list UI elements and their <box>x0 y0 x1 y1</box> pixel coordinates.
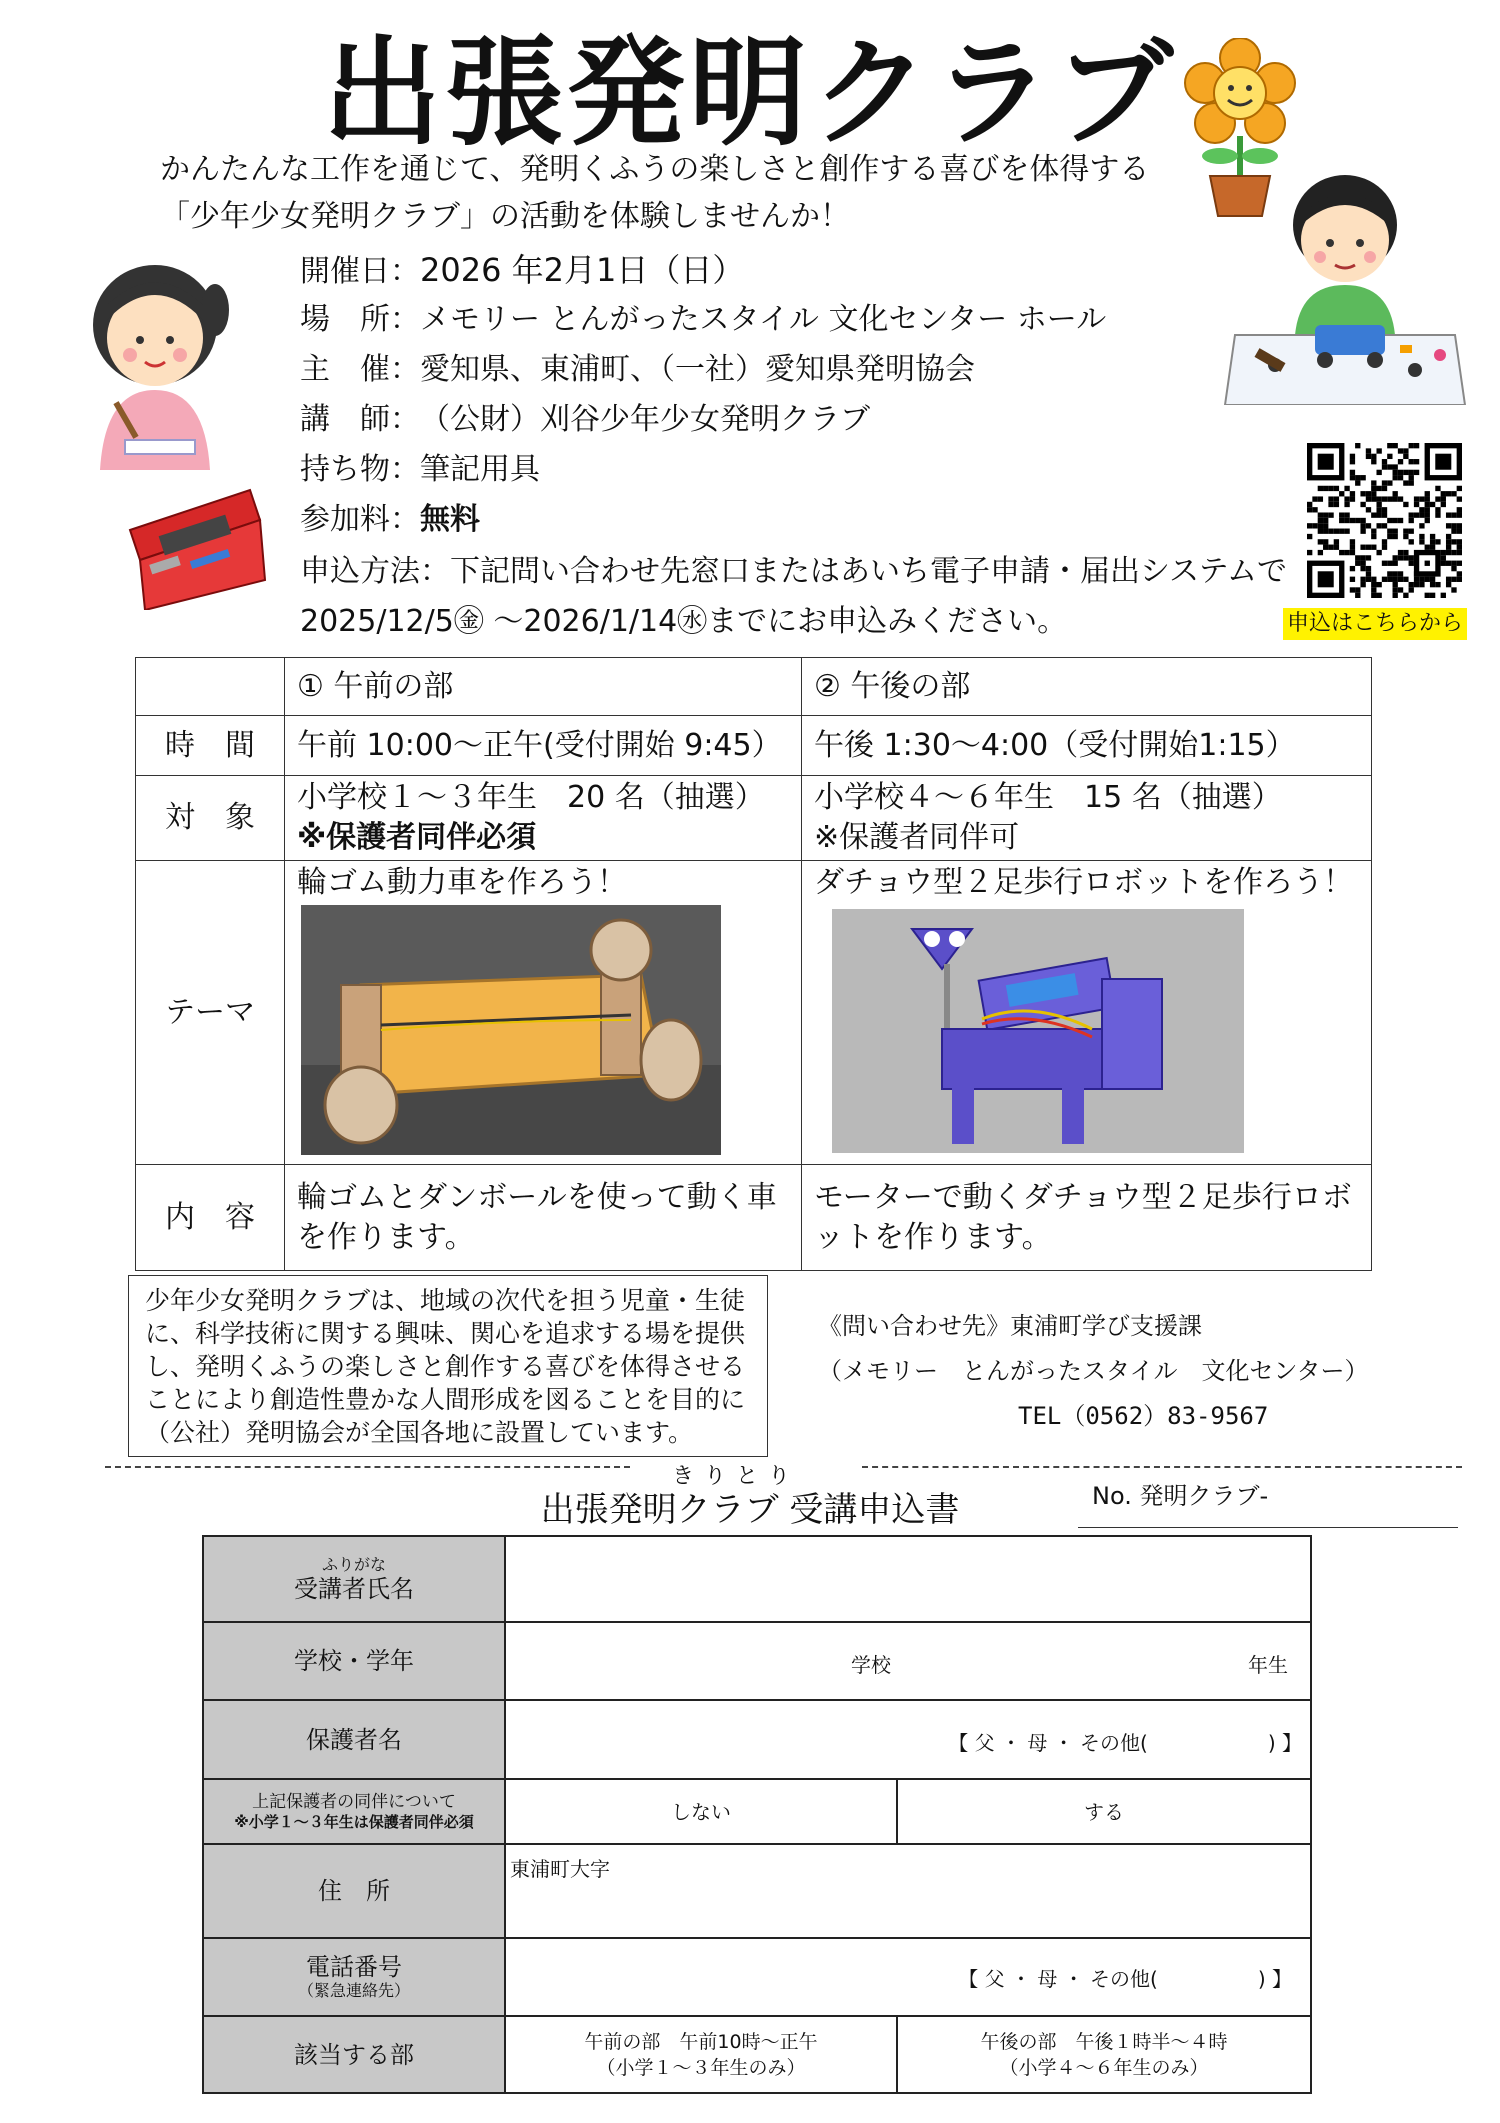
target-label: 対 象 <box>136 776 285 861</box>
time-pm: 午後 1:30～4:00（受付開始1:15） <box>802 716 1372 776</box>
name-field[interactable] <box>505 1536 1311 1622</box>
address-label: 住 所 <box>203 1844 505 1938</box>
apply-period: 2025/12/5㊎ ～2026/1/14㊌までにお申込みください。 <box>300 604 1068 639</box>
target-am-cell <box>285 776 802 861</box>
school-label: 学校・学年 <box>203 1622 505 1700</box>
place-label: 場 所： <box>300 302 420 337</box>
theme-am-cell <box>285 861 802 1165</box>
date-value: 2026 年2月1日（日） <box>420 251 745 289</box>
host-label: 主 催： <box>300 352 420 387</box>
content-label: 内 容 <box>136 1165 285 1271</box>
lecturer-label: 講 師： <box>300 402 420 437</box>
phone-field[interactable] <box>505 1938 1311 2016</box>
col-am-header: ① 午前の部 <box>285 658 802 716</box>
apply-label: 申込方法： <box>300 554 450 589</box>
info-host <box>300 350 975 390</box>
form-row-address <box>203 1844 1311 1938</box>
session-table <box>135 657 1372 1271</box>
qr-caption: 申込はこちらから <box>1283 608 1467 640</box>
phone-relation: 【 父 ・ 母 ・ その他( ) 】 <box>958 1967 1292 1991</box>
host-value: 愛知県、東浦町、（一社）愛知県発明協会 <box>420 352 975 387</box>
items-value: 筆記用具 <box>420 452 540 487</box>
items-label: 持ち物： <box>300 452 420 487</box>
session-am-option[interactable] <box>505 2016 897 2093</box>
target-row <box>136 776 1372 861</box>
name-label-cell <box>203 1536 505 1622</box>
corner-cell <box>136 658 285 716</box>
target-pm-note: ※保護者同伴可 <box>814 820 1020 855</box>
date-label: 開催日： <box>300 254 420 289</box>
target-pm: 小学校４～６年生 15 名（抽選） <box>814 780 1282 815</box>
accompany-label: 上記保護者の同伴について <box>252 1791 456 1812</box>
info-lecturer <box>300 400 870 440</box>
theme-label: テーマ <box>136 861 285 1165</box>
furigana-label: ふりがな <box>321 1555 386 1574</box>
grade-unit: 年生 <box>1248 1653 1288 1677</box>
form-row-accompany <box>203 1779 1311 1844</box>
cut-line-right <box>862 1466 1462 1468</box>
address-prefix: 東浦町大字 <box>510 1857 610 1881</box>
boy-crafting-illustration <box>1215 165 1475 405</box>
school-field[interactable] <box>505 1622 1311 1700</box>
accompany-label-cell <box>203 1779 505 1844</box>
theme-row <box>136 861 1372 1165</box>
info-apply <box>300 552 1287 592</box>
form-number-label: No. 発明クラブ- <box>1092 1482 1269 1510</box>
cut-line-left <box>105 1466 630 1468</box>
info-fee <box>300 500 480 540</box>
phone-label: 電話番号 <box>306 1953 402 1981</box>
time-row <box>136 716 1372 776</box>
phone-sub-label: （緊急連絡先） <box>297 1981 410 2000</box>
target-am-note: ※保護者同伴必須 <box>297 820 537 855</box>
cut-ruby: きりとり <box>672 1464 801 1489</box>
info-date <box>300 250 744 292</box>
application-form <box>202 1535 1312 2094</box>
form-title: 出張発明クラブ 受講申込書 <box>540 1490 960 1530</box>
contact-line-2: （メモリー とんがったスタイル 文化センター） <box>818 1357 1369 1385</box>
time-am: 午前 10:00～正午(受付開始 9:45） <box>285 716 802 776</box>
form-row-guardian <box>203 1700 1311 1779</box>
guardian-field[interactable] <box>505 1700 1311 1779</box>
about-box: 少年少女発明クラブは、地域の次代を担う児童・生徒に、科学技術に関する興味、関心を追求する場を提供し、発明くふうの楽しさと創作する喜びを体得させることにより創造性豊かな人間形成を図ることを目的に（公社）発明協会が全国各地に設置しています。 <box>128 1275 768 1457</box>
session-header-row <box>136 658 1372 716</box>
school-unit: 学校 <box>851 1653 891 1677</box>
contact-phone: TEL（0562）83-9567 <box>1018 1402 1269 1430</box>
place-value: メモリー とんがったスタイル 文化センター ホール <box>420 302 1107 337</box>
guardian-label: 保護者名 <box>203 1700 505 1779</box>
name-label: 受講者氏名 <box>294 1575 414 1603</box>
session-am-line1: 午前の部 午前10時～正午 <box>584 2030 818 2053</box>
page-title: 出張発明クラブ <box>322 24 1177 162</box>
form-row-name <box>203 1536 1311 1622</box>
accompany-yes-option[interactable]: する <box>897 1779 1311 1844</box>
accompany-no-option[interactable]: しない <box>505 1779 897 1844</box>
qr-code[interactable] <box>1307 443 1462 598</box>
time-label: 時 間 <box>136 716 285 776</box>
session-am-line2: （小学１～３年生のみ） <box>596 2056 806 2079</box>
lecturer-value: （公財）刈谷少年少女発明クラブ <box>420 402 870 437</box>
apply-value: 下記問い合わせ先窓口またはあいち電子申請・届出システムで <box>450 554 1287 589</box>
address-field[interactable] <box>505 1844 1311 1938</box>
content-am: 輪ゴムとダンボールを使って動く車を作ります。 <box>285 1165 802 1271</box>
rubber-band-car-photo <box>301 905 721 1155</box>
target-pm-cell <box>802 776 1372 861</box>
content-row <box>136 1165 1372 1271</box>
fee-value: 無料 <box>420 502 480 537</box>
ostrich-robot-photo <box>832 909 1244 1153</box>
girl-crafting-illustration <box>75 250 235 470</box>
accompany-note: ※小学１～３年生は保護者同伴必須 <box>234 1812 474 1831</box>
toolbox-illustration <box>120 470 270 610</box>
target-am: 小学校１～３年生 20 名（抽選） <box>297 780 765 815</box>
session-label: 該当する部 <box>203 2016 505 2093</box>
form-row-phone <box>203 1938 1311 2016</box>
info-items <box>300 450 540 490</box>
form-row-session <box>203 2016 1311 2093</box>
form-row-school <box>203 1622 1311 1700</box>
guardian-relation: 【 父 ・ 母 ・ その他( ) 】 <box>948 1731 1302 1755</box>
session-pm-line1: 午後の部 午後１時半～４時 <box>980 2030 1228 2053</box>
theme-pm-cell <box>802 861 1372 1165</box>
info-place <box>300 300 1106 340</box>
theme-pm: ダチョウ型２足歩行ロボットを作ろう！ <box>814 865 1354 900</box>
session-pm-option[interactable] <box>897 2016 1311 2093</box>
theme-am: 輪ゴム動力車を作ろう！ <box>297 865 627 900</box>
content-pm: モーターで動くダチョウ型２足歩行ロボットを作ります。 <box>802 1165 1372 1271</box>
intro-line-2: 「少年少女発明クラブ」の活動を体験しませんか！ <box>160 199 850 234</box>
intro-line-1: かんたんな工作を通じて、発明くふうの楽しさと創作する喜びを体得する <box>160 152 1150 187</box>
contact-line-1: 《問い合わせ先》東浦町学び支援課 <box>818 1312 1202 1340</box>
session-pm-line2: （小学４～６年生のみ） <box>999 2056 1209 2079</box>
form-number-underline <box>1078 1527 1458 1528</box>
fee-label: 参加料： <box>300 502 420 537</box>
phone-label-cell <box>203 1938 505 2016</box>
col-pm-header: ② 午後の部 <box>802 658 1372 716</box>
